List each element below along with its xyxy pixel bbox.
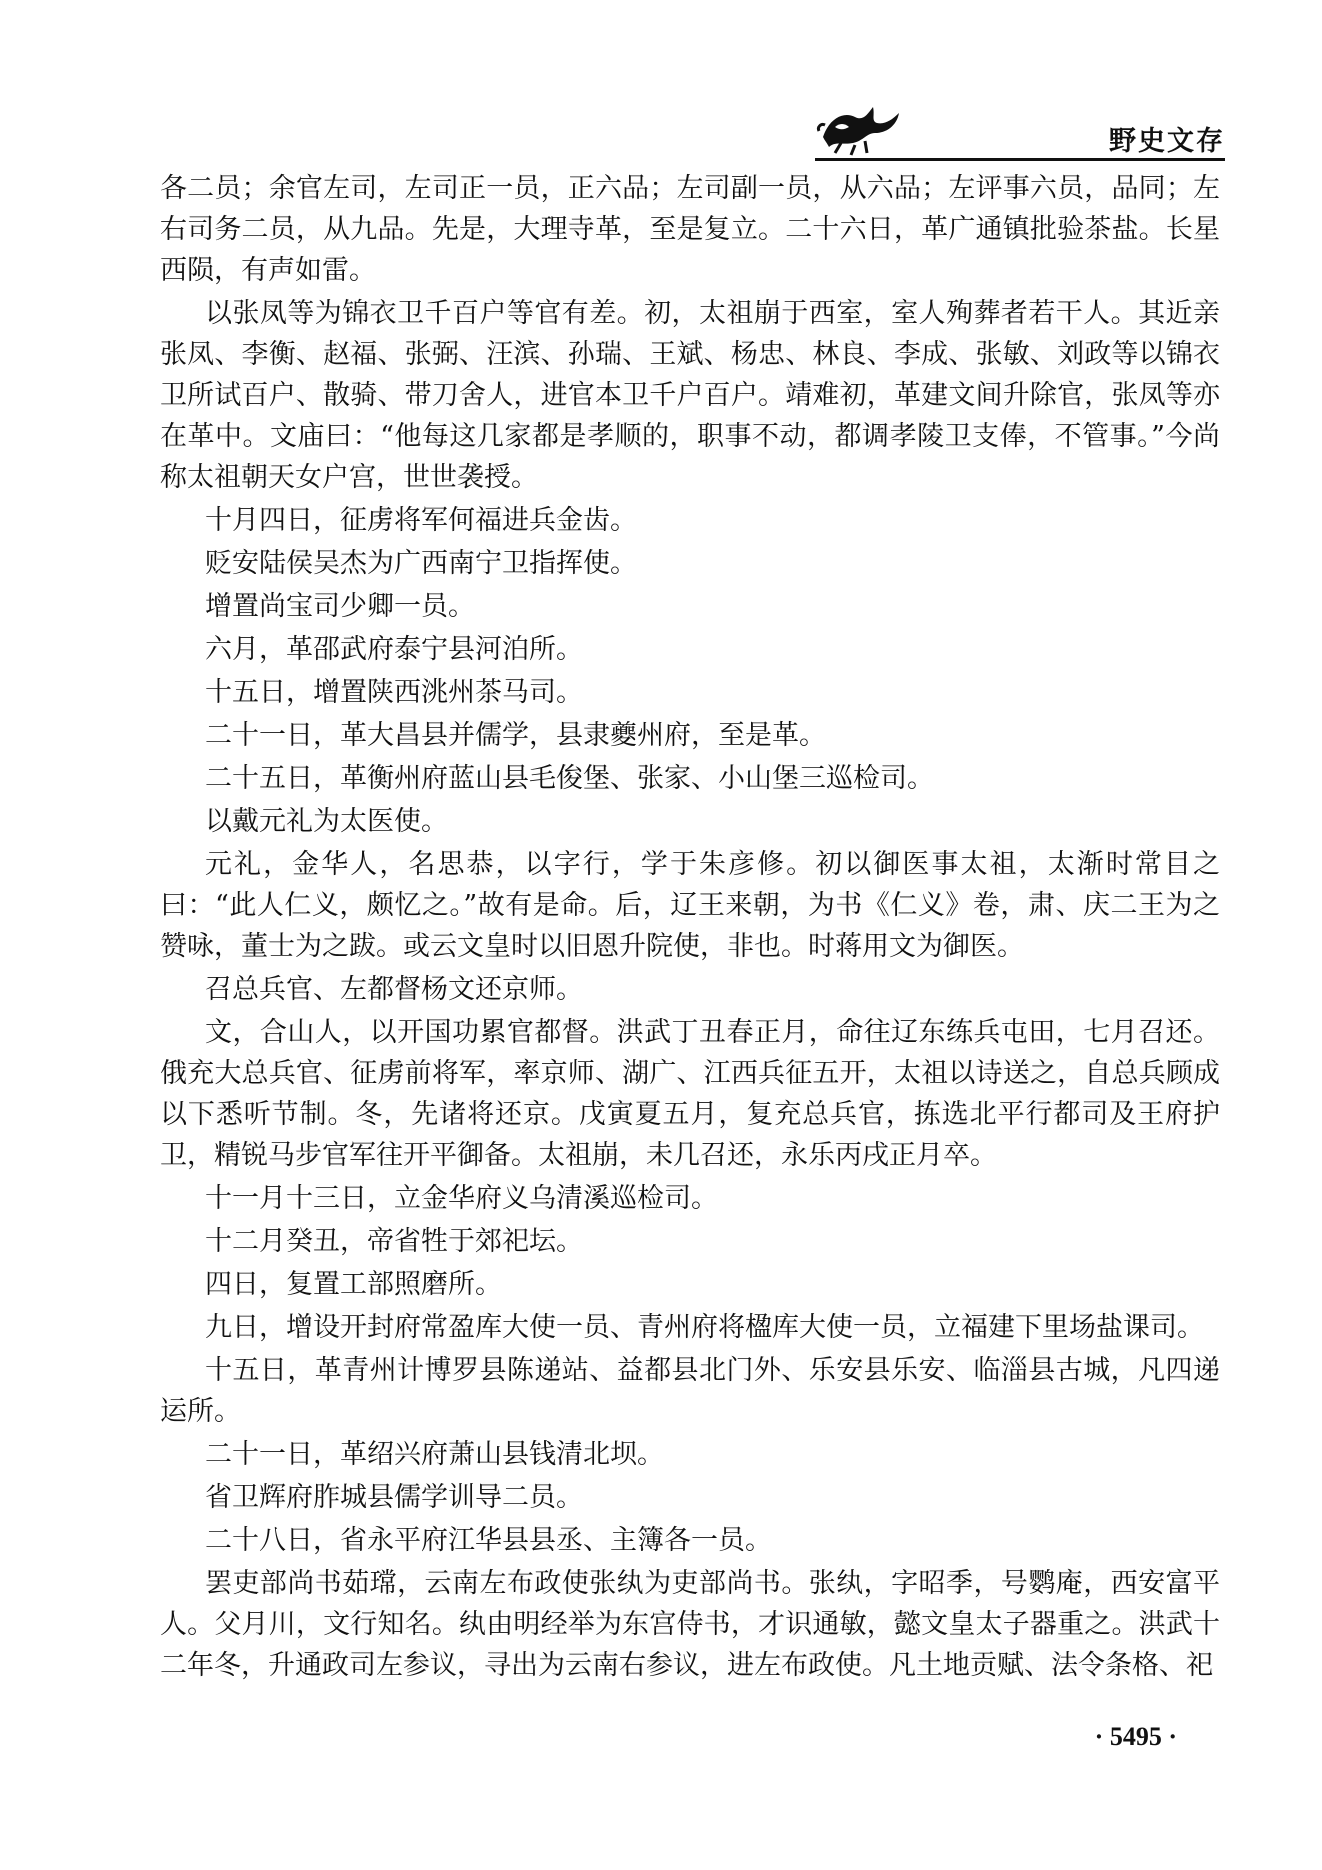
paragraph: 以张凤等为锦衣卫千百户等官有差。初，太祖崩于西室，室人殉葬者若干人。其近亲张凤、李衡、赵福、张弼、汪滨、孙瑞、王斌、杨忠、林良、李成、张敏、刘政等以锦衣卫所试百户、散骑、带刀舍人，进官本卫千户百户。靖难初，革建文间升除官，张凤等亦在革中。文庙曰：“他每这几家都是孝顺的，职事不动，都调孝陵卫支俸，不管事。”今尚称太祖朝天女户宫，世世袭授。 xyxy=(160,298,1220,493)
paragraph: 十月四日，征虏将军何福进兵金齿。 xyxy=(205,505,637,536)
paragraph: 文，合山人，以开国功累官都督。洪武丁丑春正月，命往辽东练兵屯田，七月召还。俄充大总兵官、征虏前将军，率京师、湖广、江西兵征五开，太祖以诗送之，自总兵顾成以下悉听节制。冬，先诸将还京。戊寅夏五月，复充总兵官，拣选北平行都司及王府护卫，精锐马步官军往开平御备。太祖崩，未几召还，永乐丙戌正月卒。 xyxy=(160,1017,1220,1171)
dragon-logo-icon xyxy=(815,97,905,157)
paragraph: 二十八日，省永平府江华县县丞、主簿各一员。 xyxy=(205,1525,772,1556)
paragraph: 增置尚宝司少卿一员。 xyxy=(205,591,475,622)
paragraph: 召总兵官、左都督杨文还京师。 xyxy=(205,974,583,1005)
paragraph: 罢吏部尚书茹瑺，云南左布政使张纨为吏部尚书。张纨，字昭季，号鹦庵，西安富平人。父月川，文行知名。纨由明经举为东宫侍书，才识通敏，懿文皇太子器重之。洪武十二年冬，升通政司左参议，寻出为云南右参议，进左布政使。凡土地贡赋、法令条格、祀 xyxy=(160,1568,1220,1681)
running-header-title: 野史文存 xyxy=(1109,126,1225,157)
paragraph: 十二月癸丑，帝省牲于郊祀坛。 xyxy=(205,1226,583,1257)
paragraph: 十五日，增置陕西洮州茶马司。 xyxy=(205,677,583,708)
paragraph: 四日，复置工部照磨所。 xyxy=(205,1269,502,1300)
paragraph: 二十五日，革衡州府蓝山县毛俊堡、张家、小山堡三巡检司。 xyxy=(205,763,934,794)
paragraph: 省卫辉府胙城县儒学训导二员。 xyxy=(205,1482,583,1513)
paragraph: 十五日，革青州计博罗县陈递站、益都县北门外、乐安县乐安、临淄县古城，凡四递运所。 xyxy=(160,1355,1220,1427)
paragraph: 元礼，金华人，名思恭，以字行，学于朱彦修。初以御医事太祖，太渐时常目之曰：“此人仁义，颇忆之。”故有是命。后，辽王来朝，为书《仁义》卷，肃、庆二王为之赞咏，董士为之跋。或云文皇时以旧恩升院使，非也。时蒋用文为御医。 xyxy=(160,849,1220,962)
paragraph: 二十一日，革大昌县并儒学，县隶夔州府，至是革。 xyxy=(205,720,826,751)
body-text xyxy=(160,168,1220,1688)
paragraph: 以戴元礼为太医使。 xyxy=(205,806,448,837)
paragraph: 十一月十三日，立金华府义乌清溪巡检司。 xyxy=(205,1183,718,1214)
paragraph: 九日，增设开封府常盈库大使一员、青州府将楹库大使一员，立福建下里场盐课司。 xyxy=(205,1312,1204,1343)
paragraph: 二十一日，革绍兴府萧山县钱清北坝。 xyxy=(205,1439,664,1470)
running-header xyxy=(815,95,1225,155)
paragraph: 贬安陆侯吴杰为广西南宁卫指挥使。 xyxy=(205,548,637,579)
page-number: · 5495 · xyxy=(1094,1722,1177,1751)
paragraph: 各二员；余官左司，左司正一员，正六品；左司副一员，从六品；左评事六员，品同；左右司务二员，从九品。先是，大理寺革，至是复立。二十六日，革广通镇批验茶盐。长星西陨，有声如雷。 xyxy=(160,173,1220,286)
paragraph: 六月，革邵武府泰宁县河泊所。 xyxy=(205,634,583,665)
header-rule xyxy=(815,158,1225,161)
